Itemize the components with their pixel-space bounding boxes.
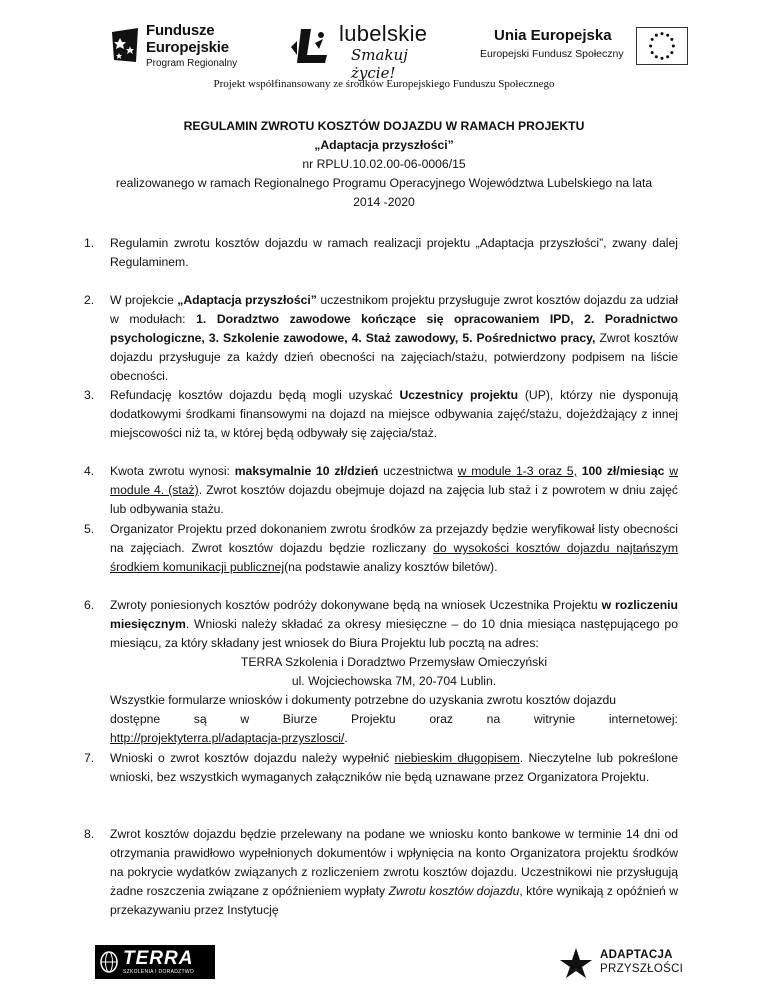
spread-line [110, 710, 678, 729]
item-text: W projekcie [110, 293, 178, 307]
list-item [84, 462, 678, 519]
item-text: Regulamin zwrotu kosztów dojazdu w ramach realizacji projektu „Adaptacja przyszłości”, zwany dalej Regulaminem. [110, 236, 678, 269]
item-text: Zwrot kosztów dojazdu przysługuje za każdy dzień obecności na zajęciach/stażu, potwierdzony podpisem na liście obecności. [110, 331, 678, 383]
item-word: oraz [429, 712, 454, 726]
lubelskie-name: lubelskie [339, 21, 428, 46]
list-item [84, 825, 679, 920]
lubelskie-logo [287, 21, 447, 82]
list-item [84, 596, 678, 748]
globe-icon [99, 950, 119, 974]
item-text: Organizator Projektu przed dokonaniem zwrotu środków za przejazdy będzie weryfikował listy obecności na zajęciach. Zwrot kosztów dojazdu będzie rozliczany [110, 522, 678, 555]
adaptacja-emblem-icon [558, 946, 594, 980]
fe-program: Program Regionalny [146, 58, 238, 69]
item-word: w [240, 712, 250, 726]
item-bold: Uczestnicy projektu [399, 388, 519, 402]
list-item [84, 291, 678, 386]
item-text: uczestnictwa [378, 464, 458, 478]
item-text: Zwroty poniesionych kosztów podróży dokonywane będą na wniosek Uczestnika Projektu [110, 598, 602, 612]
title-project-name: „Adaptacja przyszłości” [314, 138, 454, 152]
address-line-2: ul. Wojciechowska 7M, 20-704 Lublin. [291, 674, 497, 688]
item-underline: w module 1-3 oraz 5, [457, 464, 577, 478]
item-underline: niebieskim długopisem [394, 751, 520, 765]
item-underline: do wysokości kosztów dojazdu najtańszym środkiem komunikacji publicznej [110, 541, 678, 574]
item-word: Projektu [350, 712, 396, 726]
adaptacja-line2: PRZYSZŁOŚCI [600, 963, 684, 975]
item-text: . Wnioski należy składać za okresy miesięczne – do 10 dnia miesiąca następującego po miesiącu, za który składany jest wniosek do Biura Projektu lub pocztą na adres: [110, 617, 678, 650]
item-word: Biurze [282, 712, 318, 726]
item-word: dostępne [110, 712, 161, 726]
title-years: 2014 -2020 [353, 195, 415, 209]
eu-flag-icon [636, 27, 688, 65]
item-number: 8. [84, 827, 95, 841]
item-text: (UP), którzy nie dysponują dodatkowymi środkami finansowymi na dojazd na miejsce odbywania zajęć/stażu, dojeżdżający z innej miejscowości niż ta, w której będą odbywały się zajęcia/staż. [110, 388, 679, 440]
lubelskie-slogan: Smakuj życie! [351, 46, 408, 82]
item-text: . [344, 731, 348, 745]
list-item [84, 520, 678, 577]
item-text: Zwrot kosztów dojazdu będzie przelewany na podane we wniosku konto bankowe w terminie 14 dni od otrzymania prawidłowo wypełnionych dokumentów i wpłynięcia na konto Organizatora projektu środków na pokrycie wydatków związanych z rozliczeniem zwrotu kosztów dojazdu. Uczestnikowi nie przysługują żadne roszczenia związane z opóźnieniem wypłaty [110, 827, 678, 898]
item-bold: „Adaptacja przyszłości” [177, 293, 317, 307]
item-bold: 1. Doradztwo zawodowe kończące się opracowaniem IPD, 2. Poradnictwo psychologiczne, 3. Szkolenie zawodowe, 4. Staż zawodowy, 5. Pośrednictwo pracy, [110, 312, 678, 345]
item-text: uczestnikom projektu przysługuje zwrot kosztów dojazdu za udział w modułach: [110, 293, 678, 326]
list-item [84, 749, 678, 787]
adaptacja-line1: ADAPTACJA [600, 949, 673, 961]
item-text: . Nieczytelne lub pokreślone wnioski, bez wszystkich wymaganych załączników nie będą uznawane przez Organizatora Projektu. [110, 751, 678, 784]
ue-name: Unia Europejska [494, 27, 612, 44]
list-item [84, 386, 679, 443]
item-text: Kwota zwrotu wynosi: [110, 464, 235, 478]
item-text: , które wynikają z opóźnień w przekazywaniu przez Instytucję [110, 884, 679, 917]
adaptacja-logo [558, 946, 698, 980]
item-text: . Zwrot kosztów dojazdu obejmuje dojazd na zajęcia lub staż i z powrotem w dniu zajęć lub odbywania stażu. [110, 483, 678, 516]
fe-stars-icon [110, 26, 140, 64]
item-number: 1. [84, 236, 95, 250]
terra-word: TERRA [123, 948, 194, 969]
item-number: 2. [84, 293, 95, 307]
document-title [20, 117, 748, 212]
item-word: są [193, 712, 207, 726]
title-project-number: nr RPLU.10.02.00-06-0006/15 [302, 157, 466, 171]
item-bold: w rozliczeniu miesięcznym [110, 598, 678, 631]
ue-fund: Europejski Fundusz Społeczny [480, 48, 624, 60]
item-text: Wszystkie formularze wniosków i dokumenty potrzebne do uzyskania zwrotu kosztów dojazdu [110, 693, 617, 707]
list-item [84, 234, 678, 272]
unia-europejska-logo [480, 27, 690, 73]
item-text: (na podstawie analizy kosztów biletów). [284, 560, 498, 574]
terra-logo [95, 945, 215, 979]
title-line-1: REGULAMIN ZWROTU KOSZTÓW DOJAZDU W RAMACH PROJEKTU [183, 119, 585, 133]
item-bold: 100 zł/miesiąc [581, 464, 665, 478]
item-word: internetowej: [608, 712, 678, 726]
fundusze-europejskie-logo [110, 22, 250, 70]
address-line-1: TERRA Szkolenia i Doradztwo Przemysław Omieczyński [240, 655, 548, 669]
cofinance-note: Projekt współfinansowany ze środków Europejskiego Funduszu Społecznego [213, 78, 555, 90]
fe-title-line1: Fundusze [146, 22, 215, 39]
item-word: na [486, 712, 501, 726]
item-word: witrynie [533, 712, 576, 726]
item-bold: maksymalnie 10 zł/dzień [234, 464, 379, 478]
item-italic: Zwrotu kosztów dojazdu [388, 884, 520, 898]
lubelskie-emblem-icon [287, 25, 331, 67]
item-number: 7. [84, 751, 95, 765]
fe-title-line2: Europejskie [146, 39, 229, 56]
item-underline: w module 4. (staż) [110, 464, 678, 497]
terra-subtitle: SZKOLENIA I DORADZTWO [123, 969, 195, 975]
item-number: 3. [84, 388, 95, 402]
project-link[interactable]: http://projektyterra.pl/adaptacja-przyszlosci/ [110, 731, 345, 745]
item-number: 5. [84, 522, 95, 536]
item-number: 4. [84, 464, 95, 478]
item-text: Wnioski o zwrot kosztów dojazdu należy wypełnić [110, 751, 395, 765]
item-number: 6. [84, 598, 95, 612]
title-program: realizowanego w ramach Regionalnego Programu Operacyjnego Województwa Lubelskiego na lata [115, 176, 653, 190]
item-text: Refundację kosztów dojazdu będą mogli uzyskać [110, 388, 400, 402]
